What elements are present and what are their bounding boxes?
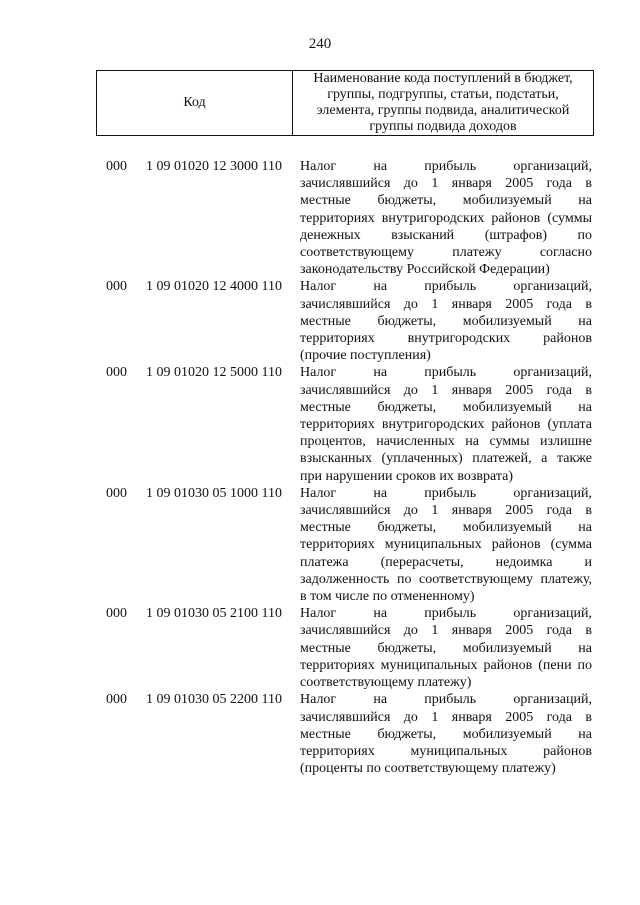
description-line: местные бюджеты, мобилизуемый на bbox=[300, 193, 592, 209]
revenue-code: 1 09 01030 05 1000 110 bbox=[146, 485, 282, 501]
revenue-description bbox=[300, 158, 592, 278]
description-line: процентов, начисленных на суммы излишне bbox=[300, 434, 592, 450]
table-row bbox=[96, 278, 596, 364]
header-code-label: Код bbox=[97, 71, 293, 136]
description-line: Налог на прибыль организаций, bbox=[300, 606, 592, 622]
revenue-description bbox=[300, 485, 592, 605]
description-line: зачислявшийся до 1 января 2005 года в bbox=[300, 503, 592, 519]
description-line: Налог на прибыль организаций, bbox=[300, 692, 592, 708]
description-line: соответствующему платежу согласно bbox=[300, 245, 592, 261]
description-line: территориях внутригородских районов bbox=[300, 331, 592, 347]
page-number: 240 bbox=[308, 36, 332, 52]
description-line: (прочие поступления) bbox=[300, 348, 431, 364]
description-line: Налог на прибыль организаций, bbox=[300, 365, 592, 381]
table-header bbox=[96, 70, 594, 136]
description-line: Налог на прибыль организаций, bbox=[300, 279, 592, 295]
table-row bbox=[96, 605, 596, 691]
revenue-description bbox=[300, 605, 592, 691]
table-row bbox=[96, 364, 596, 484]
description-line: задолженность по соответствующему платежу, bbox=[300, 571, 592, 587]
description-line: в том числе по отмененному) bbox=[300, 589, 475, 605]
description-line: соответствующему платежу) bbox=[300, 675, 472, 691]
description-line: законодательству Российской Федерации) bbox=[300, 262, 550, 278]
admin-code: 000 bbox=[106, 692, 127, 708]
description-line: Налог на прибыль организаций, bbox=[300, 159, 592, 174]
description-line: местные бюджеты, мобилизуемый на bbox=[300, 726, 592, 742]
table-row bbox=[96, 485, 596, 605]
description-line: местные бюджеты, мобилизуемый на bbox=[300, 520, 592, 536]
revenue-code: 1 09 01020 12 3000 110 bbox=[146, 159, 282, 174]
header-name-line: элемента, группы подвида, аналитической bbox=[316, 103, 570, 118]
header-name-line: группы, подгруппы, статьи, подстатьи, bbox=[327, 87, 559, 102]
revenue-code: 1 09 01020 12 5000 110 bbox=[146, 365, 282, 381]
admin-code: 000 bbox=[106, 159, 127, 174]
description-line: платежа (перерасчеты, недоимка и bbox=[300, 554, 592, 570]
admin-code: 000 bbox=[106, 485, 127, 501]
description-line: зачислявшийся до 1 января 2005 года в bbox=[300, 176, 592, 192]
description-line: местные бюджеты, мобилизуемый на bbox=[300, 640, 592, 656]
description-line: зачислявшийся до 1 января 2005 года в bbox=[300, 623, 592, 639]
description-line: (проценты по соответствующему платежу) bbox=[300, 761, 556, 777]
revenue-description bbox=[300, 364, 592, 484]
description-line: при нарушении сроков их возврата) bbox=[300, 468, 514, 484]
description-line: зачислявшийся до 1 января 2005 года в bbox=[300, 382, 592, 398]
header-name-line: группы подвида доходов bbox=[369, 119, 517, 134]
description-line: местные бюджеты, мобилизуемый на bbox=[300, 399, 592, 415]
description-line: территориях внутригородских районов (уплата bbox=[300, 417, 592, 433]
revenue-code: 1 09 01030 05 2100 110 bbox=[146, 606, 282, 622]
description-line: территориях муниципальных районов (сумма bbox=[300, 537, 592, 553]
description-line: взысканных (уплаченных) платежей, а также bbox=[300, 451, 592, 467]
description-line: Налог на прибыль организаций, bbox=[300, 485, 592, 501]
entries-list bbox=[96, 158, 596, 777]
revenue-description bbox=[300, 691, 592, 777]
header-name-label bbox=[293, 71, 594, 136]
header-name-line: Наименование кода поступлений в бюджет, bbox=[313, 71, 573, 86]
description-line: местные бюджеты, мобилизуемый на bbox=[300, 313, 592, 329]
revenue-code: 1 09 01020 12 4000 110 bbox=[146, 279, 282, 295]
admin-code: 000 bbox=[106, 365, 127, 381]
table-row bbox=[96, 691, 596, 777]
admin-code: 000 bbox=[106, 279, 127, 295]
table-row bbox=[96, 158, 596, 278]
admin-code: 000 bbox=[106, 606, 127, 622]
description-line: территориях муниципальных районов bbox=[300, 743, 592, 759]
description-line: территориях внутригородских районов (суммы bbox=[300, 210, 592, 226]
revenue-description bbox=[300, 278, 592, 364]
revenue-code: 1 09 01030 05 2200 110 bbox=[146, 692, 282, 708]
description-line: зачислявшийся до 1 января 2005 года в bbox=[300, 296, 592, 312]
description-line: зачислявшийся до 1 января 2005 года в bbox=[300, 709, 592, 725]
description-line: территориях муниципальных районов (пени по bbox=[300, 657, 592, 673]
description-line: денежных взысканий (штрафов) по bbox=[300, 227, 592, 243]
